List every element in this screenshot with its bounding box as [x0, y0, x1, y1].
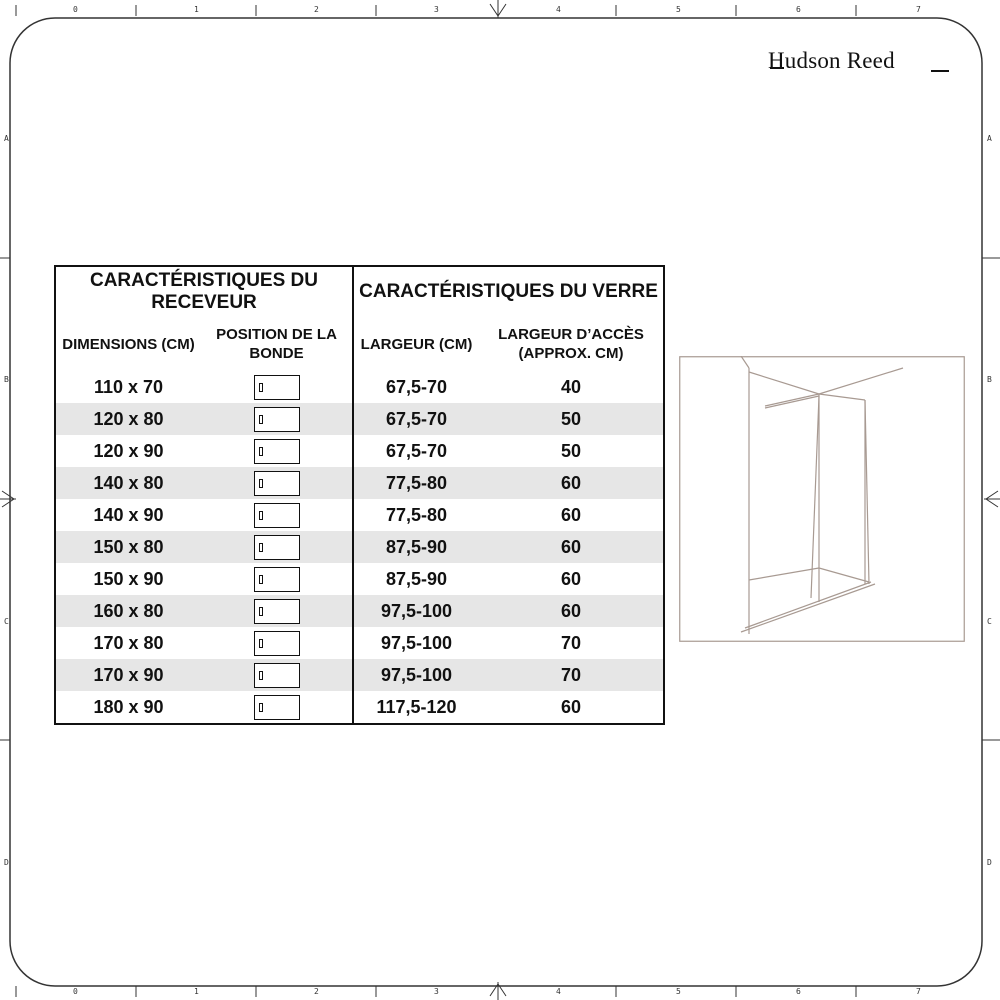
- access-width-cell: 50: [479, 403, 664, 435]
- ruler-label: 6: [796, 987, 801, 996]
- width-cell: 67,5-70: [353, 371, 479, 403]
- access-width-cell: 40: [560, 376, 582, 397]
- access-width-cell: 60: [560, 504, 582, 525]
- ruler-label: 0: [73, 5, 78, 14]
- drain-position-icon: [254, 439, 300, 464]
- table-row: [55, 371, 664, 403]
- drain-position-icon: [254, 535, 300, 560]
- table-row: [55, 435, 664, 467]
- ruler-label: B: [4, 375, 9, 384]
- walk-in-shower-drawing: [679, 356, 965, 642]
- width-cell: 67,5-70: [353, 435, 479, 467]
- drain-marker-icon: [259, 607, 263, 616]
- waste-position-cell: [201, 691, 353, 724]
- access-width-cell: 70: [479, 659, 664, 691]
- access-width-cell: 60: [560, 696, 582, 717]
- waste-position-cell: [201, 499, 353, 531]
- waste-position-cell: [201, 595, 353, 627]
- width-cell: 97,5-100: [353, 627, 479, 659]
- drain-marker-icon: [259, 415, 263, 424]
- table-row: [55, 563, 664, 595]
- brand-underline: [931, 70, 949, 72]
- drain-position-icon: [254, 631, 300, 656]
- width-cell: 87,5-90: [353, 563, 479, 595]
- dimensions-cell: 140 x 80: [55, 467, 201, 499]
- table-row: [55, 595, 664, 627]
- ruler-label: 0: [73, 987, 78, 996]
- waste-position-cell: [201, 659, 353, 691]
- dimensions-cell: 170 x 90: [55, 659, 201, 691]
- ruler-label: 7: [916, 5, 921, 14]
- drain-marker-icon: [259, 383, 263, 392]
- header-width: LARGEUR (CM): [353, 317, 479, 371]
- ruler-label: C: [4, 617, 9, 626]
- header-dimensions: DIMENSIONS (CM): [62, 335, 195, 353]
- width-cell: 77,5-80: [353, 499, 479, 531]
- table-row: [55, 627, 664, 659]
- drain-position-icon: [254, 663, 300, 688]
- drain-position-icon: [254, 375, 300, 400]
- waste-position-cell: [201, 467, 353, 499]
- brand-logo: Hudson Reed: [768, 48, 895, 73]
- ruler-label: 2: [314, 5, 319, 14]
- drain-position-icon: [254, 695, 300, 720]
- table-row: [55, 659, 664, 691]
- ruler-label: B: [987, 375, 992, 384]
- drain-marker-icon: [259, 703, 263, 712]
- ruler-label: 4: [556, 987, 561, 996]
- ruler-label: 5: [676, 5, 681, 14]
- drain-marker-icon: [259, 575, 263, 584]
- access-width-cell: 60: [479, 467, 664, 499]
- drain-position-icon: [254, 471, 300, 496]
- access-width-cell: 60: [560, 568, 582, 589]
- spec-table: [54, 265, 665, 725]
- drain-marker-icon: [259, 447, 263, 456]
- drain-position-icon: [254, 407, 300, 432]
- table-row: [55, 691, 664, 724]
- drain-position-icon: [254, 599, 300, 624]
- dimensions-cell: 180 x 90: [93, 696, 164, 717]
- ruler-label: A: [987, 134, 992, 143]
- access-width-cell: 60: [479, 531, 664, 563]
- ruler-label: D: [987, 858, 992, 867]
- drain-position-icon: [254, 567, 300, 592]
- drain-marker-icon: [259, 479, 263, 488]
- ruler-label: D: [4, 858, 9, 867]
- table-body: [55, 371, 664, 724]
- access-width-cell: 60: [479, 595, 664, 627]
- ruler-label: 7: [916, 987, 921, 996]
- width-cell: 117,5-120: [353, 691, 479, 724]
- section-title-glass: CARACTÉRISTIQUES DU VERRE: [353, 266, 664, 317]
- width-cell: 97,5-100: [353, 659, 479, 691]
- ruler-label: 3: [434, 987, 439, 996]
- dimensions-cell: 170 x 80: [93, 632, 164, 653]
- dimensions-cell: 150 x 90: [93, 568, 164, 589]
- drain-marker-icon: [259, 671, 263, 680]
- width-cell: 97,5-100: [353, 595, 479, 627]
- ruler-label: C: [987, 617, 992, 626]
- waste-position-cell: [201, 531, 353, 563]
- width-cell: 67,5-70: [353, 403, 479, 435]
- ruler-label: 1: [194, 5, 199, 14]
- drain-marker-icon: [259, 543, 263, 552]
- ruler-label: 3: [434, 5, 439, 14]
- ruler-label: 2: [314, 987, 319, 996]
- dimensions-cell: 150 x 80: [55, 531, 201, 563]
- ruler-label: 1: [194, 987, 199, 996]
- header-waste-position: POSITION DE LA BONDE: [216, 326, 337, 362]
- access-width-cell: 70: [560, 632, 582, 653]
- waste-position-cell: [201, 403, 353, 435]
- header-access-width: LARGEUR D’ACCÈS (APPROX. CM): [498, 326, 644, 362]
- table-row: [55, 499, 664, 531]
- width-cell: 87,5-90: [353, 531, 479, 563]
- dimensions-cell: 160 x 80: [55, 595, 201, 627]
- drain-marker-icon: [259, 639, 263, 648]
- waste-position-cell: [201, 371, 353, 403]
- table-row: [55, 467, 664, 499]
- waste-position-cell: [201, 563, 353, 595]
- waste-position-cell: [201, 435, 353, 467]
- table-row: [55, 403, 664, 435]
- dimensions-cell: 110 x 70: [93, 376, 164, 397]
- dimensions-cell: 140 x 90: [93, 504, 164, 525]
- dimensions-cell: 120 x 80: [55, 403, 201, 435]
- ruler-label: 4: [556, 5, 561, 14]
- ruler-label: 5: [676, 987, 681, 996]
- table-row: [55, 531, 664, 563]
- drain-position-icon: [254, 503, 300, 528]
- section-title-tray: CARACTÉRISTIQUES DU RECEVEUR: [89, 270, 318, 313]
- drain-marker-icon: [259, 511, 263, 520]
- access-width-cell: 50: [560, 440, 582, 461]
- ruler-label: 6: [796, 5, 801, 14]
- ruler-label: A: [4, 134, 9, 143]
- width-cell: 77,5-80: [353, 467, 479, 499]
- waste-position-cell: [201, 627, 353, 659]
- dimensions-cell: 120 x 90: [93, 440, 164, 461]
